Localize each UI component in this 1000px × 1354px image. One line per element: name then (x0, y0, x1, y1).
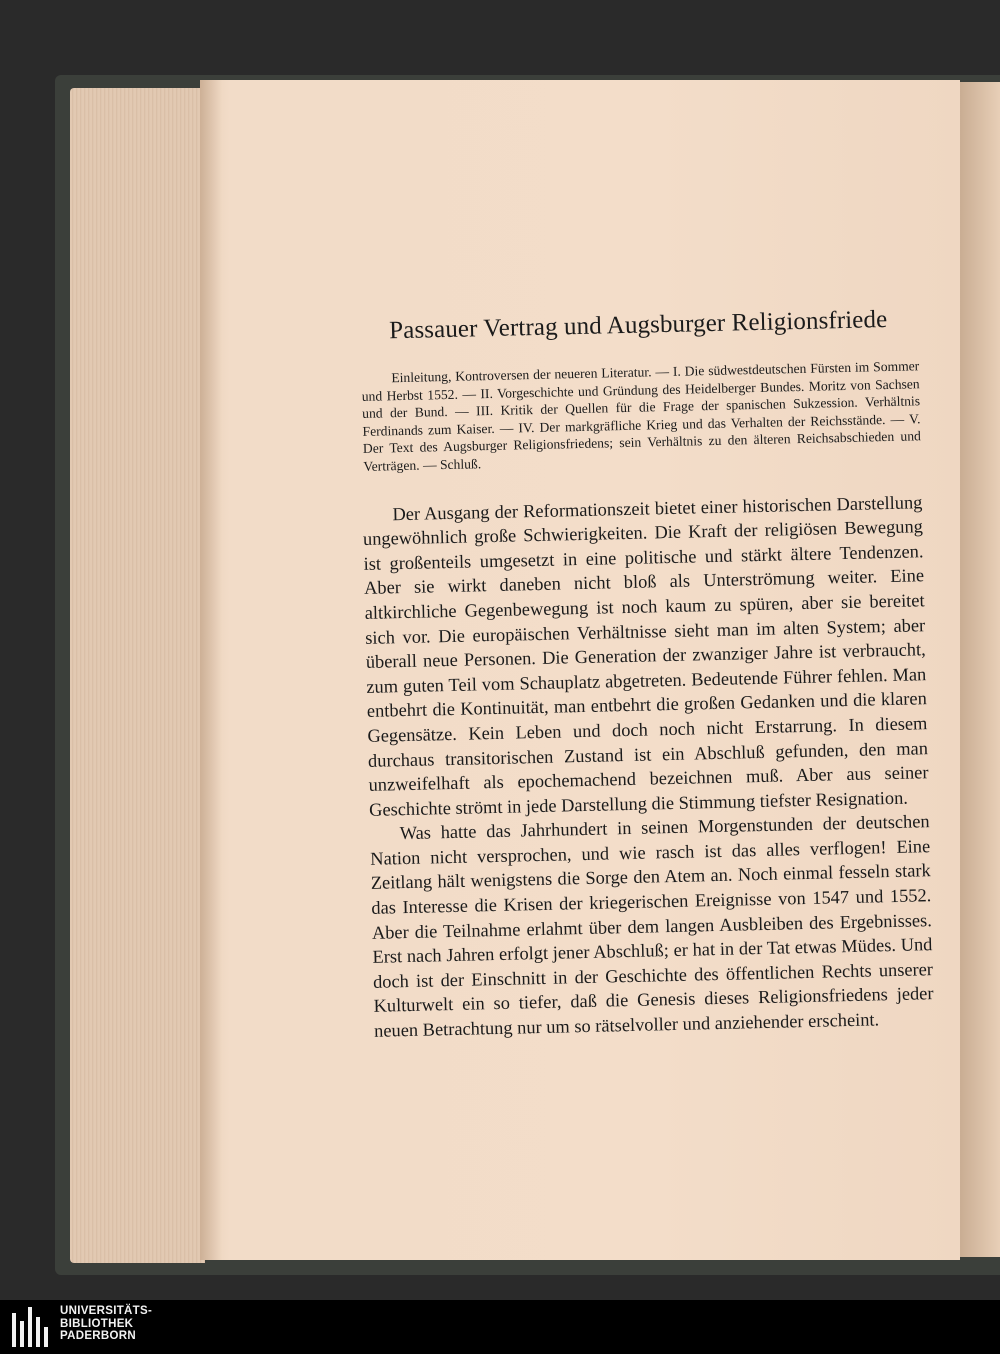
library-logo-text (60, 1305, 152, 1343)
library-logo-icon (12, 1307, 52, 1347)
body-paragraph: Was hatte das Jahrhundert in seinen Morgenstunden der deutschen Nation nicht versprochen, und wie rasch ist das alles verflogen! Eine Zeitlang hält wenigstens die Sorge den Atem an. Noch einmal fesseln stark das Interesse die Krisen der kriegerischen Ereignisse von 1547 und 1552. Aber die Teilnahme erlahmt über dem langen Ausbleiben des Ergebnisses. Erst nach Jahren erfolgt jener Abschluß; er hat in der Tat etwas Müdes. Und doch ist der Einschnitt in der Geschichte des öffentlichen Rechts unserer Kulturwelt ein so tiefer, daß die Genesis dieses Religionsfriedens jeder neuen Betrachtung nur um so rätselvoller und anziehender erscheint. (370, 811, 934, 1041)
library-footer (0, 1300, 1000, 1354)
page-edges (70, 88, 205, 1263)
logo-line-2: BIBLIOTHEK (60, 1317, 134, 1330)
logo-line-1: UNIVERSITÄTS- (60, 1305, 153, 1317)
article-title: Passauer Vertrag und Augsburger Religionsfriede (388, 305, 888, 345)
page-content (358, 305, 934, 1043)
next-page-edge (960, 82, 1000, 1257)
body-paragraph: Der Ausgang der Reformationszeit bietet einer historischen Darstellung ungewöhnlich große Schwierigkeiten. Die Kraft der religiösen Bewegung ist großenteils umgesetzt in eine politische und stärkt ältere Tendenzen. Aber sie wirkt daneben nicht bloß als Unterströmung weiter. Eine altkirchliche Gegenbewegung ist noch kaum zu spüren, aber sie bereitet sich vor. Die europäischen Verhältnisse sieht man im alten System; aber überall neue Personen. Die Generation der zwanziger Jahre ist verbraucht, zum guten Teil vom Schauplatz abgetreten. Bedeutende Führer fehlen. Man entbehrt die Kontinuität, man entbehrt die großen Gedanken und die klaren Gegensätze. Kein Leben und doch noch nicht Erstarrung. In diesem durchaus transitorischen Zustand ist ein Abschluß gefunden, den man unzweifelhaft als epochemachend bezeichnen muß. Aber aus seiner Geschichte strömt in jede Darstellung die Stimmung tiefster Resignation. (362, 491, 929, 820)
logo-line-3: PADERBORN (60, 1330, 136, 1342)
gutter-shadow (200, 80, 222, 1260)
article-abstract: Einleitung, Kontroversen der neueren Literatur. — I. Die südwestdeutschen Fürsten im Sommer und Herbst 1552. — II. Vorgeschichte und Gründung des Heidelberger Bundes. Moritz von Sachsen und der Bund. — III. Kritik der Quellen für die Frage der spanischen Sukzession. Verhältnis Ferdinands zum Kaiser. — IV. Der markgräfliche Krieg und das Verhalten der Reichsstände. — V. Der Text des Augsburger Religionsfriedens; sein Verhältnis zu den älteren Reichsabschieden und Verträgen. — Schluß. (361, 358, 921, 474)
